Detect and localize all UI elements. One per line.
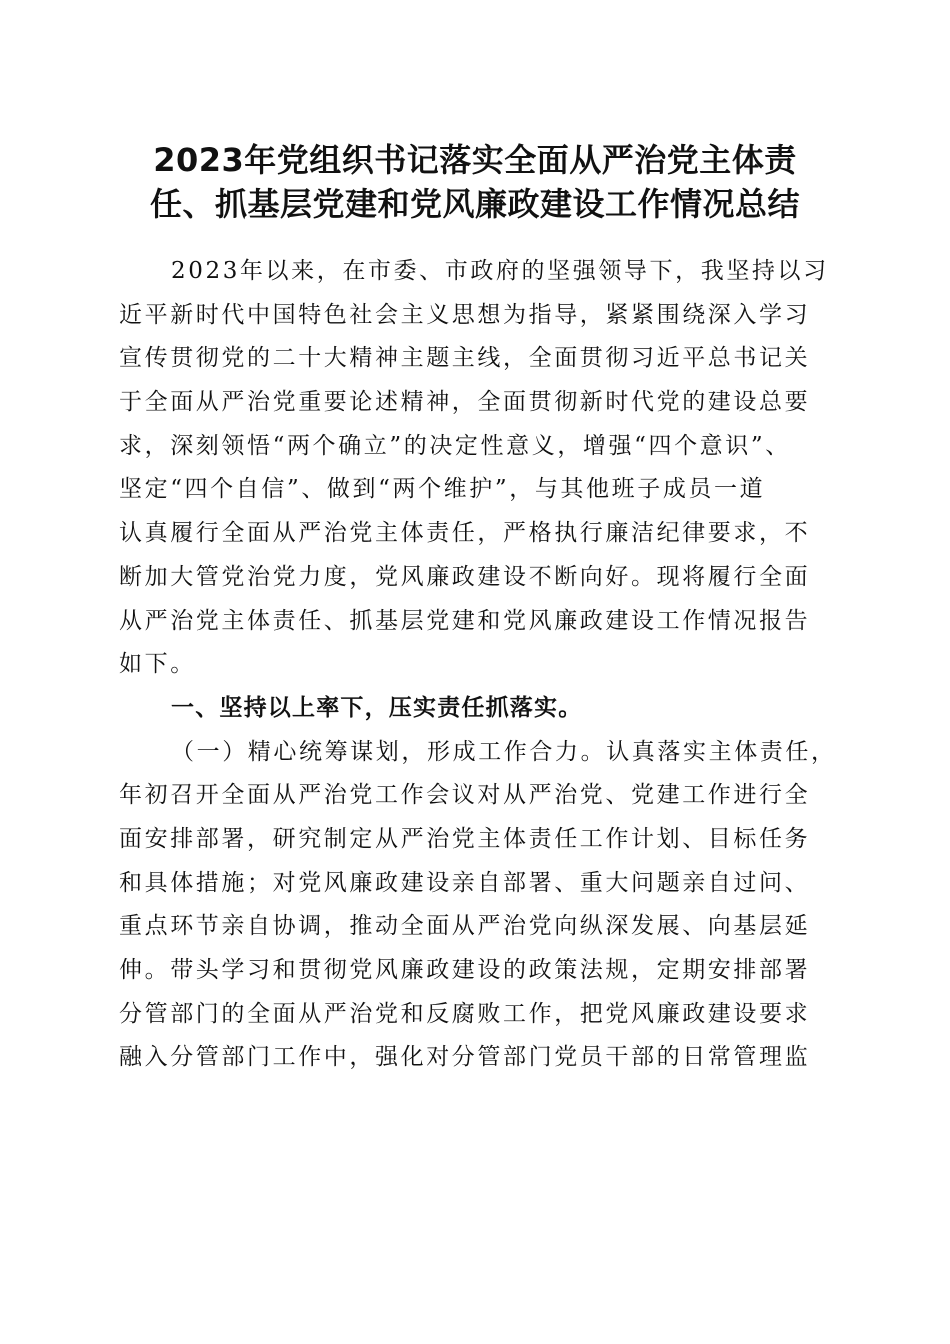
section-line: 融入分管部门工作中，强化对分管部门党员干部的日常管理监	[119, 1044, 811, 1071]
section-line: 分管部门的全面从严治党和反腐败工作，把党风廉政建设要求	[119, 1000, 811, 1027]
section-line: 重点环节亲自协调，推动全面从严治党向纵深发展、向基层延	[119, 913, 811, 940]
section-line: 和具体措施；对党风廉政建设亲自部署、重大问题亲自过问、	[119, 869, 811, 896]
section-line: （一）精心统筹谋划，形成工作合力。认真落实主体责任，	[171, 738, 837, 765]
intro-line: 断加大管党治党力度，党风廉政建设不断向好。现将履行全面	[119, 563, 811, 590]
intro-line: 从严治党主体责任、抓基层党建和党风廉政建设工作情况报告	[119, 607, 811, 634]
intro-line: 2023年以来，在市委、市政府的坚强领导下，我坚持以习	[171, 258, 829, 284]
document-body	[119, 250, 837, 1080]
intro-line: 如下。	[119, 651, 196, 678]
intro-line: 坚定“四个自信”、做到“两个维护”，与其他班子成员一道	[119, 476, 766, 503]
intro-line: 求，深刻领悟“两个确立”的决定性意义，增强“四个意识”、	[119, 432, 791, 459]
section-paragraph	[119, 731, 837, 1081]
section-line: 伸。带头学习和贯彻党风廉政建设的政策法规，定期安排部署	[119, 957, 811, 983]
intro-line: 认真履行全面从严治党主体责任，严格执行廉洁纪律要求，不	[119, 520, 811, 547]
document-title	[110, 138, 840, 226]
intro-line: 近平新时代中国特色社会主义思想为指导，紧紧围绕深入学习	[119, 301, 811, 328]
intro-line: 于全面从严治党重要论述精神，全面贯彻新时代党的建设总要	[119, 389, 811, 416]
section-line: 面安排部署，研究制定从严治党主体责任工作计划、目标任务	[119, 825, 811, 852]
section-heading: 一、坚持以上率下，压实责任抓落实。	[171, 694, 583, 721]
intro-paragraph	[119, 250, 831, 687]
title-line-1: 2023年党组织书记落实全面从严治党主体责	[153, 141, 797, 179]
title-line-2: 任、抓基层党建和党风廉政建设工作情况总结	[149, 185, 800, 223]
section-line: 年初召开全面从严治党工作会议对从严治党、党建工作进行全	[119, 782, 811, 809]
intro-line: 宣传贯彻党的二十大精神主题主线，全面贯彻习近平总书记关	[119, 345, 811, 372]
